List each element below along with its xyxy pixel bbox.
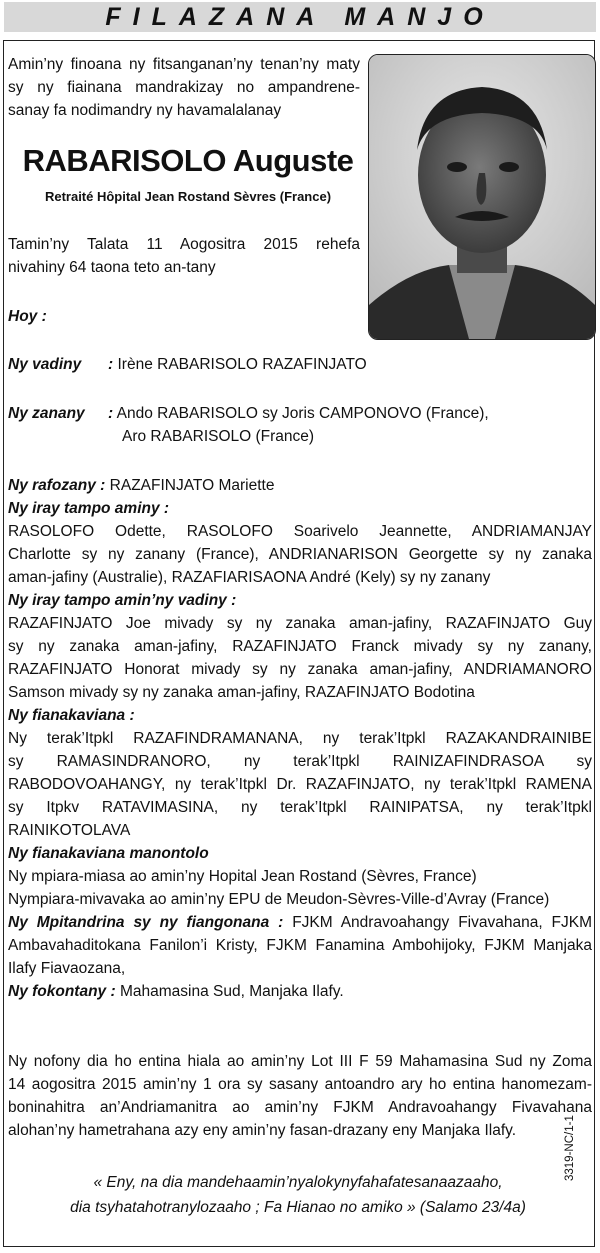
funeral-line-1: Ny nofony dia ho entina hiala ao amin’ny Lot III F 59 Mahamasina Sud ny Zoma [8,1053,592,1070]
intro-line-1: Amin’ny finoana ny fitsanganan’ny tenan’ny maty [8,56,360,73]
iray-tampo-vadiny-line-4: Samson mivady sy ny zanaka aman-jafiny, RAZAFINJATO Bodotina [8,684,475,701]
portrait-photo [368,54,596,340]
zanany-label: Ny zanany [8,405,85,422]
intro-text [8,53,360,122]
reference-code: 3319-NC/1-1 [564,1115,576,1181]
rafozany-label: Ny rafozany : [8,477,106,494]
iray-tampo-line-2: Charlotte sy ny zanany (France), ANDRIANARISON Georgette sy ny zanaka [8,546,592,563]
zanany-line-2: Aro RABARISOLO (France) [122,428,315,445]
vadiny-colon: : [108,356,114,373]
zanany-colon: : [108,405,114,422]
deceased-title: Retraité Hôpital Jean Rostand Sèvres (France) [44,189,332,204]
section-zanany [8,402,588,448]
iray-tampo-vadiny-line-3: RAZAFINJATO Honorat mivady sy ny zanaka aman-jafiny, ANDRIAMANORO [8,661,592,678]
iray-tampo-vadiny-line-1: RAZAFINJATO Joe mivady sy ny zanaka aman-jafiny, RAZAFINJATO Guy [8,615,592,632]
vadiny-label: Ny vadiny [8,356,82,373]
vadiny-text: Irène RABARISOLO RAZAFINJATO [117,356,367,373]
manontolo-line-1: Ny mpiara-miasa ao amin’ny Hopital Jean Rostand (Sèvres, France) [8,868,477,885]
bible-quote-line-1: « Eny, na dia mandehaamin’nyalokynyfahafatesanaazaaho, [93,1174,503,1191]
intro-line-3: sanay fa nodimandry ny havamalalanay [8,102,282,119]
mpitandrina-line-2: Ambavahaditokana Fanilon’i Kristy, FJKM Fanamina Ambohijoky, FJKM Manjaka [8,937,592,954]
iray-tampo-vadiny-label: Ny iray tampo amin’ny vadiny : [8,592,237,609]
fokontany-text: Mahamasina Sud, Manjaka Ilafy. [119,983,344,1000]
mpitandrina-label: Ny Mpitandrina sy ny fiangonana : [8,914,284,931]
fianakaviana-line-4: sy Itpkv RATAVIMASINA, ny terak’Itpkl RAINIPATSA, ny terak’Itpkl [8,799,592,816]
fianakaviana-line-1: Ny terak’Itpkl RAZAFINDRAMANANA, ny terak’Itpkl RAZAKANDRAINIBE [8,730,592,747]
header-banner [4,2,596,32]
death-line-2: nivahiny 64 taona teto an-tany [8,259,216,276]
header-title: FILAZANA MANJO [105,2,495,31]
funeral-line-4: alohan’ny hametrahana azy eny amin’ny fasan-drazany eny Manjaka Ilafy. [8,1122,517,1139]
death-date-text [8,233,360,279]
funeral-line-3: boninahitra an’Andriamanitra ao amin’ny FJKM Andravoahangy Fivavahana [8,1099,592,1116]
portrait-photo-icon [369,55,595,339]
iray-tampo-line-3: aman-jafiny (Australie), RAZAFIARISAONA André (Kely) sy ny zanany [8,569,491,586]
hoy-label: Hoy : [8,308,47,325]
funeral-line-2: 14 aogositra 2015 amin’ny 1 ora sy sasany antoandro ary ho entina hanomezam- [8,1076,592,1093]
fianakaviana-label: Ny fianakaviana : [8,707,135,724]
mpitandrina-line-1: FJKM Andravoahangy Fivavahana, FJKM [292,914,592,931]
death-line-1: Tamin’ny Talata 11 Aogositra 2015 rehefa [8,236,360,253]
intro-line-2: sy ny fiainana mandrakizay no ampandrene- [8,79,360,96]
mpitandrina-line-3: Ilafy Fiavaozana, [8,960,126,977]
manontolo-line-2: Nympiara-mivavaka ao amin’ny EPU de Meudon-Sèvres-Ville-d’Avray (France) [8,891,550,908]
manontolo-label: Ny fianakaviana manontolo [8,845,209,862]
fianakaviana-line-2: sy RAMASINDRANORO, ny terak’Itpkl RAINIZAFINDRASOA sy [8,753,592,770]
section-vadiny [8,353,588,376]
fokontany-label: Ny fokontany : [8,983,116,1000]
fianakaviana-line-3: RABODOVOAHANGY, ny terak’Itpkl Dr. RAZAFINJATO, ny terak’Itpkl RAMENA [8,776,592,793]
rafozany-text: RAZAFINJATO Mariette [109,477,275,494]
fianakaviana-line-5: RAINIKOTOLAVA [8,822,131,839]
iray-tampo-vadiny-line-2: sy ny zanaka aman-jafiny, RAZAFINJATO Franck mivady sy ny zanany, [8,638,592,655]
obituary-box [3,40,595,1247]
funeral-text [8,1050,592,1142]
deceased-name: RABARISOLO Auguste [22,143,354,178]
zanany-line-1: Ando RABARISOLO sy Joris CAMPONOVO (France), [116,405,489,422]
section-family-block [8,474,592,1003]
bible-quote-line-2: dia tsyhatahotranylozaaho ; Fa Hianao no amiko » (Salamo 23/4a) [70,1199,526,1216]
iray-tampo-line-1: RASOLOFO Odette, RASOLOFO Soarivelo Jeannette, ANDRIAMANJAY [8,523,592,540]
iray-tampo-label: Ny iray tampo aminy : [8,500,170,517]
